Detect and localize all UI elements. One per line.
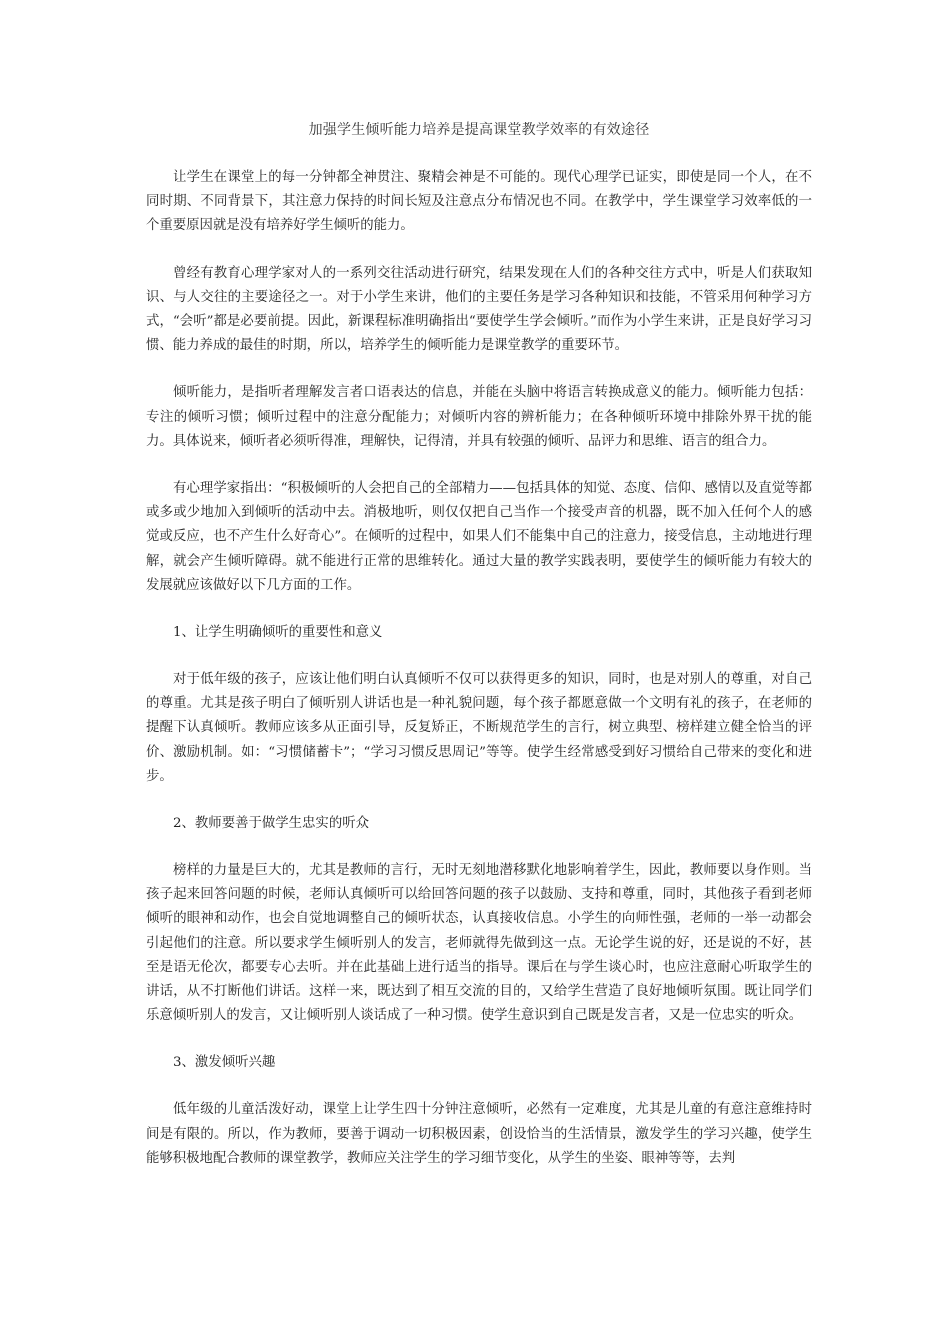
document-title: 加强学生倾听能力培养是提高课堂教学效率的有效途径 xyxy=(308,122,650,138)
paragraph: 对于低年级的孩子，应该让他们明白认真倾听不仅可以获得更多的知识，同时，也是对别人的尊重，对自己的尊重。尤其是孩子明白了倾听别人讲话也是一种礼貌问题，每个孩子都愿意做一个文明有礼的孩子，在老师的提醒下认真倾听。教师应该多从正面引导，反复矫正，不断规范学生的言行，树立典型、榜样建立健全恰当的评价、激励机制。如：“习惯储蓄卡”；“学习习惯反思周记”等等。使学生经常感受到好习惯给自己带来的变化和进步。 xyxy=(146,672,812,784)
paragraph: 低年级的儿童活泼好动，课堂上让学生四十分钟注意倾听，必然有一定难度，尤其是儿童的有意注意维持时间是有限的。所以，作为教师，要善于调动一切积极因素，创设恰当的生活情景，激发学生的学习兴趣，使学生能够积极地配合教师的课堂教学，教师应关注学生的学习细节变化，从学生的坐姿、眼神等等，去判 xyxy=(146,1102,812,1166)
section-heading: 1、让学生明确倾听的重要性和意义 xyxy=(173,625,383,641)
document-page xyxy=(146,118,812,1194)
section-heading: 3、激发倾听兴趣 xyxy=(173,1055,276,1071)
paragraph: 让学生在课堂上的每一分钟都全神贯注、聚精会神是不可能的。现代心理学已证实，即使是同一个人，在不同时期、不同背景下，其注意力保持的时间长短及注意点分布情况也不同。在教学中，学生课堂学习效率低的一个重要原因就是没有培养好学生倾听的能力。 xyxy=(146,170,812,234)
section-heading: 2、教师要善于做学生忠实的听众 xyxy=(173,816,369,832)
paragraph: 有心理学家指出：“积极倾听的人会把自己的全部精力——包括具体的知觉、态度、信仰、感情以及直觉等都或多或少地加入到倾听的活动中去。消极地听，则仅仅把自己当作一个接受声音的机器，既不加入任何个人的感觉或反应，也不产生什么好奇心”。在倾听的过程中，如果人们不能集中自己的注意力，接受信息，主动地进行理解，就会产生倾听障碍。就不能进行正常的思维转化。通过大量的教学实践表明，要使学生的倾听能力有较大的发展就应该做好以下几方面的工作。 xyxy=(146,481,812,593)
paragraph: 倾听能力，是指听者理解发言者口语表达的信息，并能在头脑中将语言转换成意义的能力。倾听能力包括：专注的倾听习惯；倾听过程中的注意分配能力；对倾听内容的辨析能力；在各种倾听环境中排除外界干扰的能力。具体说来，倾听者必须听得准，理解快，记得清，并具有较强的倾听、品评力和思维、语言的组合力。 xyxy=(146,385,812,449)
paragraph: 榜样的力量是巨大的，尤其是教师的言行，无时无刻地潜移默化地影响着学生，因此，教师要以身作则。当孩子起来回答问题的时候，老师认真倾听可以给回答问题的孩子以鼓励、支持和尊重，同时，其他孩子看到老师倾听的眼神和动作，也会自觉地调整自己的倾听状态，认真接收信息。小学生的向师性强，老师的一举一动都会引起他们的注意。所以要求学生倾听别人的发言，老师就得先做到这一点。无论学生说的好，还是说的不好，甚至是语无伦次，都要专心去听。并在此基础上进行适当的指导。课后在与学生谈心时，也应注意耐心听取学生的讲话，从不打断他们讲话。这样一来，既达到了相互交流的目的，又给学生营造了良好地倾听氛围。既让同学们乐意倾听别人的发言，又让倾听别人谈话成了一种习惯。使学生意识到自己既是发言者，又是一位忠实的听众。 xyxy=(146,863,812,1024)
paragraph: 曾经有教育心理学家对人的一系列交往活动进行研究，结果发现在人们的各种交往方式中，听是人们获取知识、与人交往的主要途径之一。对于小学生来讲，他们的主要任务是学习各种知识和技能，不管采用何种学习方式，“会听”都是必要前提。因此，新课程标准明确指出“要使学生学会倾听。”而作为小学生来讲，正是良好学习习惯、能力养成的最佳的时期，所以，培养学生的倾听能力是课堂教学的重要环节。 xyxy=(146,265,812,354)
